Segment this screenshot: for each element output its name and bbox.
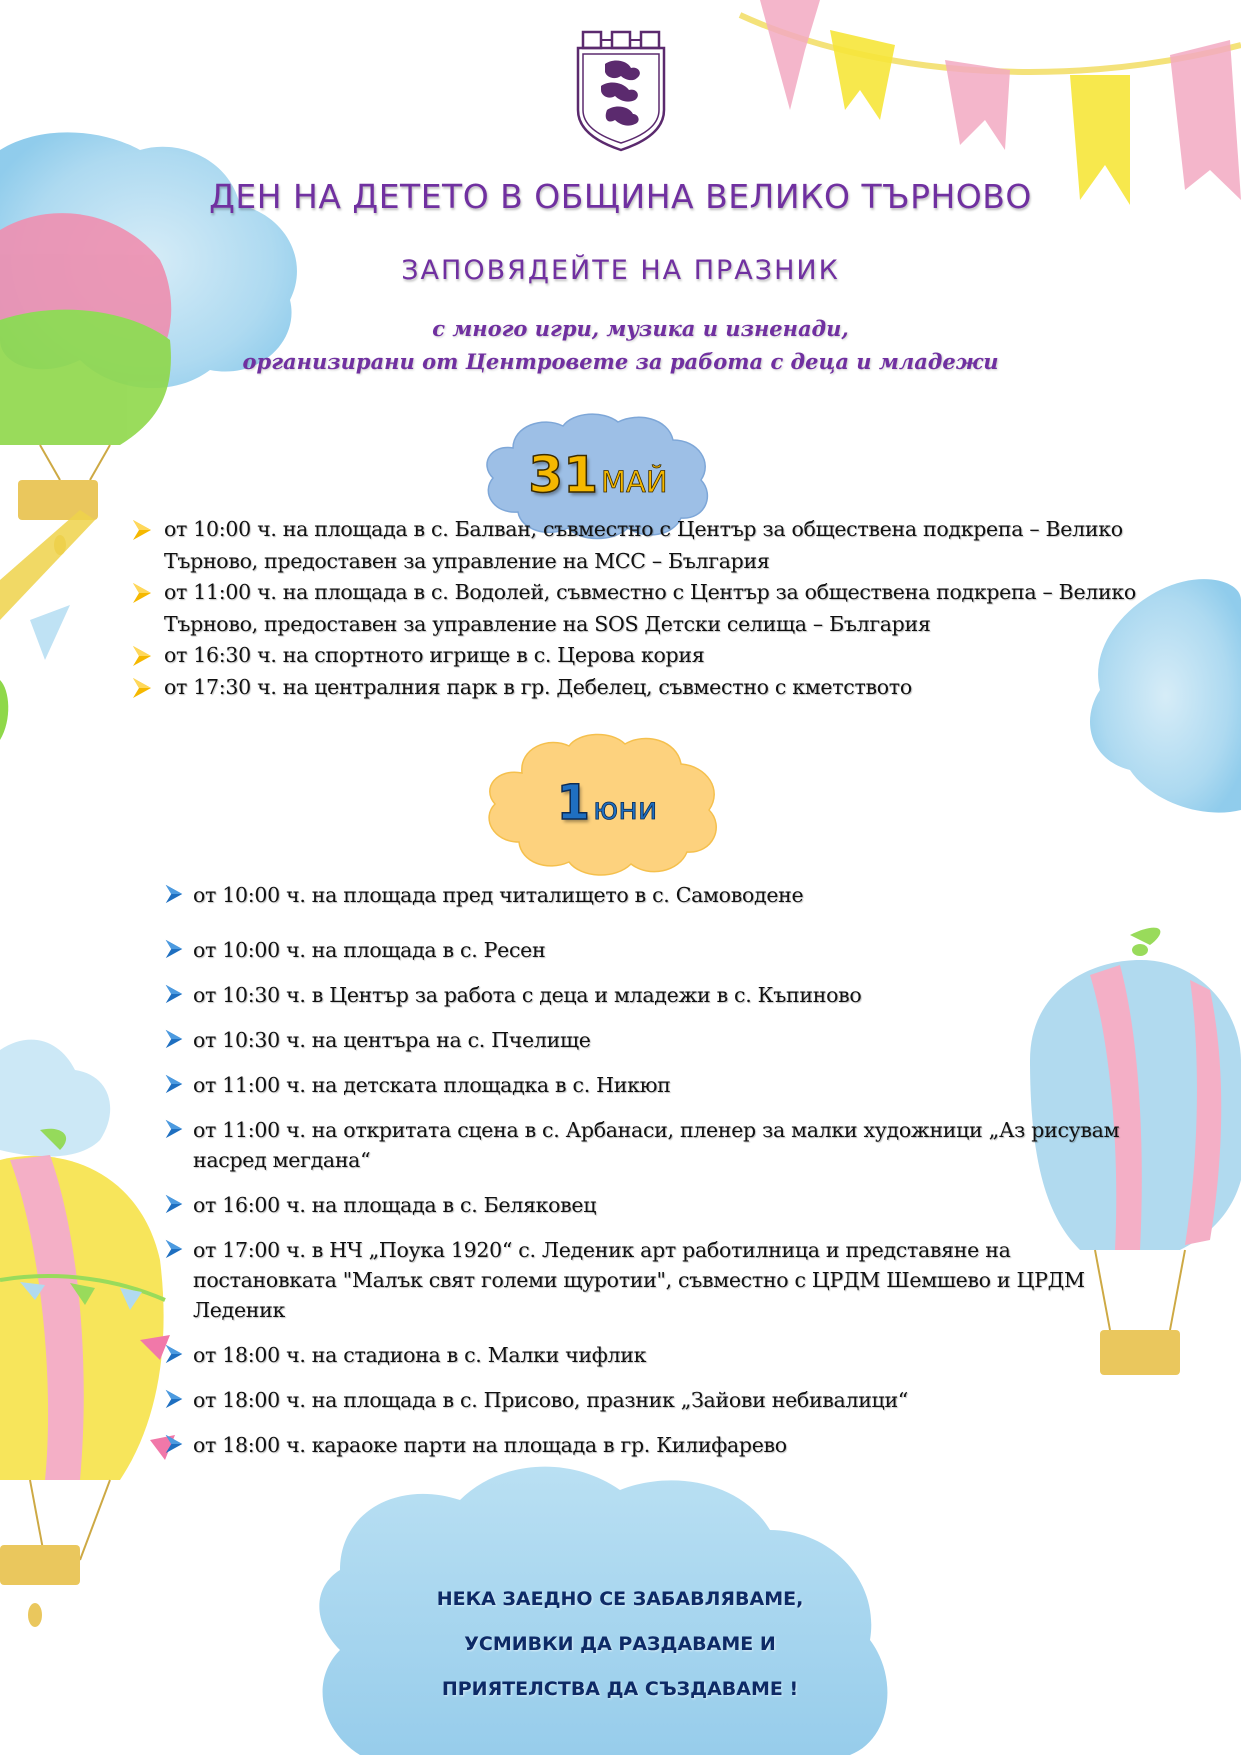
arrow-bullet-icon: [163, 883, 185, 905]
arrow-bullet-icon: [130, 676, 154, 700]
list-item: от 10:00 ч. на площада пред читалището в с. Самоводене: [163, 880, 1123, 910]
arrow-bullet-icon: [163, 1343, 185, 1365]
invite-heading: ЗАПОВЯДЕЙТЕ НА ПРАЗНИК: [401, 255, 840, 286]
list-item: от 10:30 ч. в Център за работа с деца и младежи в с. Къпиново: [163, 980, 1123, 1010]
june-date-text: [557, 775, 658, 831]
arrow-bullet-icon: [163, 1433, 185, 1455]
arrow-bullet-icon: [163, 938, 185, 960]
closing-line-2: УСМИВКИ ДА РАЗДАВАМЕ И: [464, 1633, 776, 1655]
list-item: от 10:30 ч. на центъра на с. Пчелище: [163, 1025, 1123, 1055]
june-day: 1: [556, 775, 591, 831]
may-events-list: [130, 514, 1190, 703]
list-item: от 18:00 ч. на площада в с. Присово, празник „Зайови небивалици“: [163, 1385, 1123, 1415]
list-item: от 11:00 ч. на откритата сцена в с. Арбанаси, пленер за малки художници „Аз рисувам насред мегдана“: [163, 1115, 1123, 1175]
list-item: от 17:30 ч. на централния парк в гр. Дебелец, съвместно с кметството: [130, 672, 1190, 704]
list-item: от 18:00 ч. на стадиона в с. Малки чифлик: [163, 1340, 1123, 1370]
subtitle-line-2: организирани от Центровете за работа с деца и младежи: [242, 349, 999, 374]
june-month: юни: [593, 792, 658, 827]
may-day: 31: [528, 446, 599, 504]
page-title: ДЕН НА ДЕТЕТО В ОБЩИНА ВЕЛИКО ТЪРНОВО: [209, 177, 1032, 216]
arrow-bullet-icon: [163, 1238, 185, 1260]
list-item: от 17:00 ч. в НЧ „Поука 1920“ с. Леденик арт работилница и представяне на постановката "Малък свят големи щуротии", съвместно с ЦРДМ Шемшево и ЦРДМ Леденик: [163, 1235, 1123, 1325]
list-item: от 10:00 ч. на площада в с. Ресен: [163, 935, 1123, 965]
arrow-bullet-icon: [163, 1118, 185, 1140]
list-item: от 18:00 ч. караоке парти на площада в гр. Килифарево: [163, 1430, 1123, 1460]
list-item: от 10:00 ч. на площада в с. Балван, съвместно с Център за обществена подкрепа – Велико Търново, предоставен за управление на МСС – България: [130, 514, 1190, 577]
arrow-bullet-icon: [130, 581, 154, 605]
list-item: от 16:00 ч. на площада в с. Беляковец: [163, 1190, 1123, 1220]
arrow-bullet-icon: [163, 1028, 185, 1050]
closing-line-1: НЕКА ЗАЕДНО СЕ ЗАБАВЛЯВАМЕ,: [436, 1588, 804, 1610]
arrow-bullet-icon: [163, 1073, 185, 1095]
june-events-list: [163, 880, 1123, 1460]
may-month: МАЙ: [601, 465, 668, 499]
closing-line-3: ПРИЯТЕЛСТВА ДА СЪЗДАВАМЕ !: [441, 1678, 799, 1700]
subtitle-line-1: с много игри, музика и изненади,: [432, 316, 849, 341]
municipality-crest-icon: [575, 30, 667, 152]
list-item: от 16:30 ч. на спортното игрище в с. Церова кория: [130, 640, 1190, 672]
arrow-bullet-icon: [130, 644, 154, 668]
may-date-text: [528, 446, 667, 504]
list-item: от 11:00 ч. на площада в с. Водолей, съвместно с Център за обществена подкрепа – Велико Търново, предоставен за управление на SOS Детски селища – България: [130, 577, 1190, 640]
date-badge-june: [477, 728, 737, 878]
list-item: от 11:00 ч. на детската площадка в с. Никюп: [163, 1070, 1123, 1100]
arrow-bullet-icon: [163, 983, 185, 1005]
arrow-bullet-icon: [163, 1388, 185, 1410]
arrow-bullet-icon: [163, 1193, 185, 1215]
arrow-bullet-icon: [130, 518, 154, 542]
